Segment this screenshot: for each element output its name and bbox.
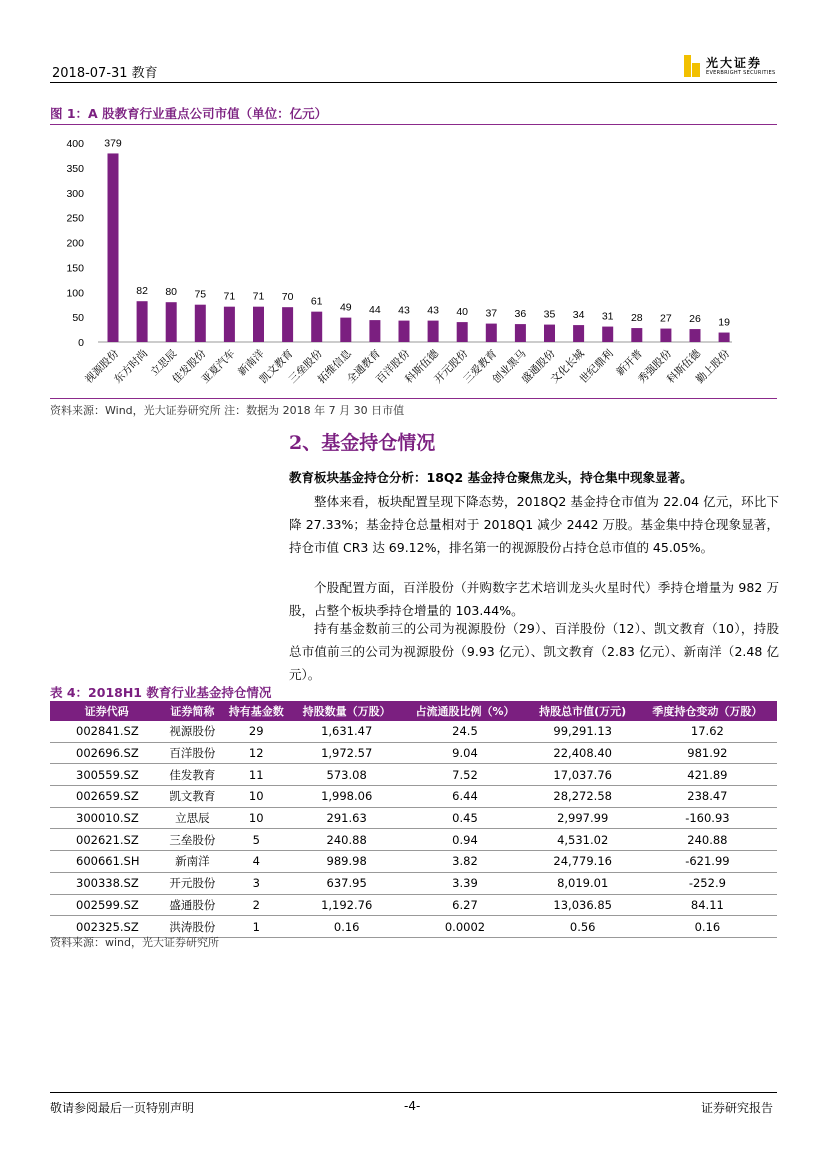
table-cell: 28,272.58 — [528, 786, 638, 808]
footer-report-type: 证券研究报告 — [701, 1101, 774, 1115]
table-cell: 573.08 — [291, 764, 402, 786]
table-cell: 百洋股份 — [163, 742, 221, 764]
footer-divider — [50, 1092, 777, 1093]
table-cell: 13,036.85 — [528, 894, 638, 916]
table-cell: 凯文教育 — [163, 786, 221, 808]
bar — [166, 302, 177, 342]
bar — [311, 312, 322, 342]
data-label: 44 — [369, 304, 381, 317]
table-cell: 002841.SZ — [50, 721, 163, 742]
table-cell: 开元股份 — [163, 872, 221, 894]
data-label: 31 — [601, 310, 614, 323]
table-cell: 盛通股份 — [163, 894, 221, 916]
logo-name-en: EVERBRIGHT SECURITIES — [706, 69, 776, 76]
data-label: 35 — [543, 308, 556, 321]
table-row — [50, 851, 777, 873]
market-cap-bar-chart — [50, 128, 777, 396]
y-tick-label: 250 — [66, 212, 84, 225]
data-label: 379 — [104, 137, 122, 150]
page-number: -4- — [404, 1099, 421, 1113]
y-tick-label: 350 — [66, 162, 84, 175]
table-header-cell: 持股数量（万股） — [291, 701, 402, 721]
table-cell: 9.04 — [402, 742, 527, 764]
bar — [428, 321, 439, 342]
table-cell: 0.16 — [291, 916, 402, 938]
bar — [515, 324, 526, 342]
table-header-cell: 持有基金数 — [221, 701, 291, 721]
bar — [544, 325, 555, 342]
y-tick-label: 100 — [66, 287, 84, 300]
company-logo — [684, 55, 775, 77]
y-tick-label: 300 — [66, 187, 84, 200]
table-header-cell: 证券简称 — [163, 701, 221, 721]
bar — [399, 321, 410, 342]
table-cell: 002621.SZ — [50, 829, 163, 851]
fund-holdings-table — [50, 701, 777, 938]
table-title: 表 4：2018H1 教育行业基金持仓情况 — [50, 685, 272, 700]
table-cell: 6.44 — [402, 786, 527, 808]
figure-title: 图 1：A 股教育行业重点公司市值（单位：亿元） — [50, 106, 328, 121]
x-tick-label: 视源股份 — [82, 347, 122, 386]
bar — [690, 329, 701, 342]
table-cell: 8,019.01 — [528, 872, 638, 894]
y-tick-label: 150 — [66, 262, 84, 275]
paragraph-overall: 整体来看，板块配置呈现下降态势，2018Q2 基金持仓市值为 22.04 亿元，环比下降 27.33%；基金持仓总量相对于 2018Q1 减少 2442 万股。基金集中持仓现象显著，持仓市值 CR3 达 69.12%，排名第一的视源股份占持仓总市值的 45.05%。 — [289, 494, 779, 555]
data-label: 80 — [165, 286, 178, 299]
table-cell: 4,531.02 — [528, 829, 638, 851]
x-tick-label: 文化长城 — [548, 347, 587, 386]
data-label: 71 — [252, 290, 265, 303]
paragraph-stock-allocation: 个股配置方面，百洋股份（并购数字艺术培训龙头火星时代）季持仓增量为 982 万股，占整个板块季持仓增量的 103.44%。 — [289, 580, 779, 618]
x-tick-label: 科斯伍德 — [664, 347, 704, 386]
table-cell: 6.27 — [402, 894, 527, 916]
y-tick-label: 400 — [66, 138, 84, 150]
bar — [486, 324, 497, 342]
table-source: 资料来源：wind，光大证券研究所 — [50, 936, 220, 949]
table-cell: 4 — [221, 851, 291, 873]
bar — [224, 307, 235, 342]
header-date-topic: 2018-07-31 教育 — [52, 66, 158, 81]
data-label: 27 — [660, 312, 672, 325]
data-label: 70 — [281, 291, 294, 304]
table-cell: 989.98 — [291, 851, 402, 873]
table-cell: 1 — [221, 916, 291, 938]
data-label: 49 — [339, 301, 352, 314]
table-row — [50, 764, 777, 786]
data-label: 40 — [456, 306, 469, 319]
data-label: 34 — [572, 309, 585, 322]
table-cell: -252.9 — [638, 872, 777, 894]
table-cell: 视源股份 — [163, 721, 221, 742]
table-cell: 300338.SZ — [50, 872, 163, 894]
table-cell: 3 — [221, 872, 291, 894]
table-cell: 002696.SZ — [50, 742, 163, 764]
x-tick-label: 三垒股份 — [286, 347, 325, 386]
x-tick-label: 百洋股份 — [373, 347, 413, 386]
table-cell: 11 — [221, 764, 291, 786]
data-label: 61 — [310, 295, 323, 308]
table-cell: 99,291.13 — [528, 721, 638, 742]
table-cell: -621.99 — [638, 851, 777, 873]
figure-source-divider — [50, 398, 777, 399]
paragraph-top-holdings: 持有基金数前三的公司为视源股份（29）、百洋股份（12）、凯文教育（10），持股总市值前三的公司为视源股份（9.93 亿元）、凯文教育（2.83 亿元）、新南洋（2.48 亿元）。 — [289, 621, 779, 682]
table-cell: 0.94 — [402, 829, 527, 851]
bar — [340, 318, 351, 342]
bar — [195, 305, 206, 342]
bar — [137, 301, 148, 342]
x-tick-label: 秀强股份 — [635, 347, 675, 386]
bar — [457, 322, 468, 342]
table-cell: 立思辰 — [163, 807, 221, 829]
bar — [282, 307, 293, 342]
table-cell: 0.56 — [528, 916, 638, 938]
data-label: 75 — [194, 288, 207, 301]
table-cell: -160.93 — [638, 807, 777, 829]
bar — [660, 329, 671, 342]
table-cell: 84.11 — [638, 894, 777, 916]
data-label: 26 — [689, 313, 701, 326]
x-tick-label: 东方时尚 — [112, 347, 151, 386]
table-row — [50, 721, 777, 742]
table-row — [50, 742, 777, 764]
table-cell: 三垒股份 — [163, 829, 221, 851]
table-header-cell: 证券代码 — [50, 701, 163, 721]
data-label: 43 — [398, 304, 410, 317]
table-cell: 3.82 — [402, 851, 527, 873]
x-tick-label: 三爱教育 — [461, 347, 500, 386]
data-label: 36 — [514, 308, 527, 321]
table-cell: 12 — [221, 742, 291, 764]
bar — [108, 153, 119, 342]
table-cell: 240.88 — [638, 829, 777, 851]
data-label: 19 — [718, 316, 730, 329]
table-header-cell: 季度持仓变动（万股） — [638, 701, 777, 721]
x-tick-label: 创业黑马 — [490, 347, 529, 386]
footer-disclaimer: 敬请参阅最后一页特别声明 — [50, 1101, 195, 1115]
table-cell: 637.95 — [291, 872, 402, 894]
data-label: 43 — [427, 304, 439, 317]
logo-name-cn: 光大证券 — [706, 55, 763, 70]
table-cell: 24.5 — [402, 721, 527, 742]
section-lead: 教育板块基金持仓分析：18Q2 基金持仓聚焦龙头，持仓集中现象显著。 — [289, 470, 693, 485]
x-tick-label: 亚夏汽车 — [199, 347, 238, 386]
data-label: 37 — [485, 307, 498, 320]
table-cell: 002325.SZ — [50, 916, 163, 938]
x-tick-label: 立思辰 — [148, 347, 180, 379]
data-label: 71 — [223, 290, 236, 303]
x-tick-label: 新开普 — [614, 347, 645, 379]
table-header-row — [50, 701, 777, 721]
table-cell: 17,037.76 — [528, 764, 638, 786]
x-tick-label: 全通教育 — [344, 347, 384, 386]
logo-icon — [684, 55, 700, 77]
x-tick-label: 开元股份 — [432, 347, 471, 386]
x-tick-label: 新南洋 — [235, 347, 267, 379]
data-label: 28 — [630, 312, 643, 325]
table-cell: 1,631.47 — [291, 721, 402, 742]
table-cell: 佳发教育 — [163, 764, 221, 786]
table-cell: 10 — [221, 786, 291, 808]
bar — [369, 320, 380, 342]
x-tick-label: 盛通股份 — [519, 347, 558, 386]
table-cell: 1,192.76 — [291, 894, 402, 916]
table-cell: 981.92 — [638, 742, 777, 764]
x-tick-label: 佳发股份 — [170, 347, 209, 386]
figure-divider — [50, 124, 777, 125]
table-header-cell: 持股总市值(万元) — [528, 701, 638, 721]
table-cell: 5 — [221, 829, 291, 851]
bar — [631, 328, 642, 342]
table-cell: 24,779.16 — [528, 851, 638, 873]
data-label: 82 — [136, 285, 148, 298]
table-cell: 240.88 — [291, 829, 402, 851]
table-cell: 3.39 — [402, 872, 527, 894]
table-cell: 421.89 — [638, 764, 777, 786]
table-row — [50, 872, 777, 894]
table-row — [50, 829, 777, 851]
x-tick-label: 凯文教育 — [257, 347, 296, 386]
table-cell: 0.45 — [402, 807, 527, 829]
table-cell: 300010.SZ — [50, 807, 163, 829]
table-cell: 新南洋 — [163, 851, 221, 873]
table-cell: 7.52 — [402, 764, 527, 786]
table-cell: 002599.SZ — [50, 894, 163, 916]
x-tick-label: 科斯伍德 — [403, 347, 442, 386]
table-row — [50, 894, 777, 916]
table-cell: 238.47 — [638, 786, 777, 808]
table-cell: 600661.SH — [50, 851, 163, 873]
table-cell: 0.0002 — [402, 916, 527, 938]
table-cell: 17.62 — [638, 721, 777, 742]
table-row — [50, 807, 777, 829]
x-tick-label: 拓维信息 — [315, 347, 354, 386]
header-divider — [50, 82, 777, 83]
bar — [602, 327, 613, 342]
section-title: 2、基金持仓情况 — [289, 432, 436, 454]
x-tick-label: 世纪鼎利 — [577, 347, 616, 386]
table-cell: 洪涛股份 — [163, 916, 221, 938]
table-cell: 22,408.40 — [528, 742, 638, 764]
y-tick-label: 50 — [72, 312, 84, 325]
table-cell: 0.16 — [638, 916, 777, 938]
table-cell: 29 — [221, 721, 291, 742]
table-row — [50, 786, 777, 808]
table-cell: 291.63 — [291, 807, 402, 829]
table-cell: 002659.SZ — [50, 786, 163, 808]
table-cell: 300559.SZ — [50, 764, 163, 786]
x-tick-label: 勤上股份 — [694, 347, 733, 386]
bar — [719, 333, 730, 342]
table-header-cell: 占流通股比例（%） — [402, 701, 527, 721]
bar — [253, 307, 264, 342]
figure-source: 资料来源：Wind，光大证券研究所 注：数据为 2018 年 7 月 30 日市值 — [50, 404, 405, 417]
y-tick-label: 200 — [66, 237, 84, 250]
table-cell: 2 — [221, 894, 291, 916]
table-cell: 1,998.06 — [291, 786, 402, 808]
table-cell: 10 — [221, 807, 291, 829]
bar — [573, 325, 584, 342]
table-cell: 1,972.57 — [291, 742, 402, 764]
table-cell: 2,997.99 — [528, 807, 638, 829]
y-tick-label: 0 — [78, 337, 84, 349]
